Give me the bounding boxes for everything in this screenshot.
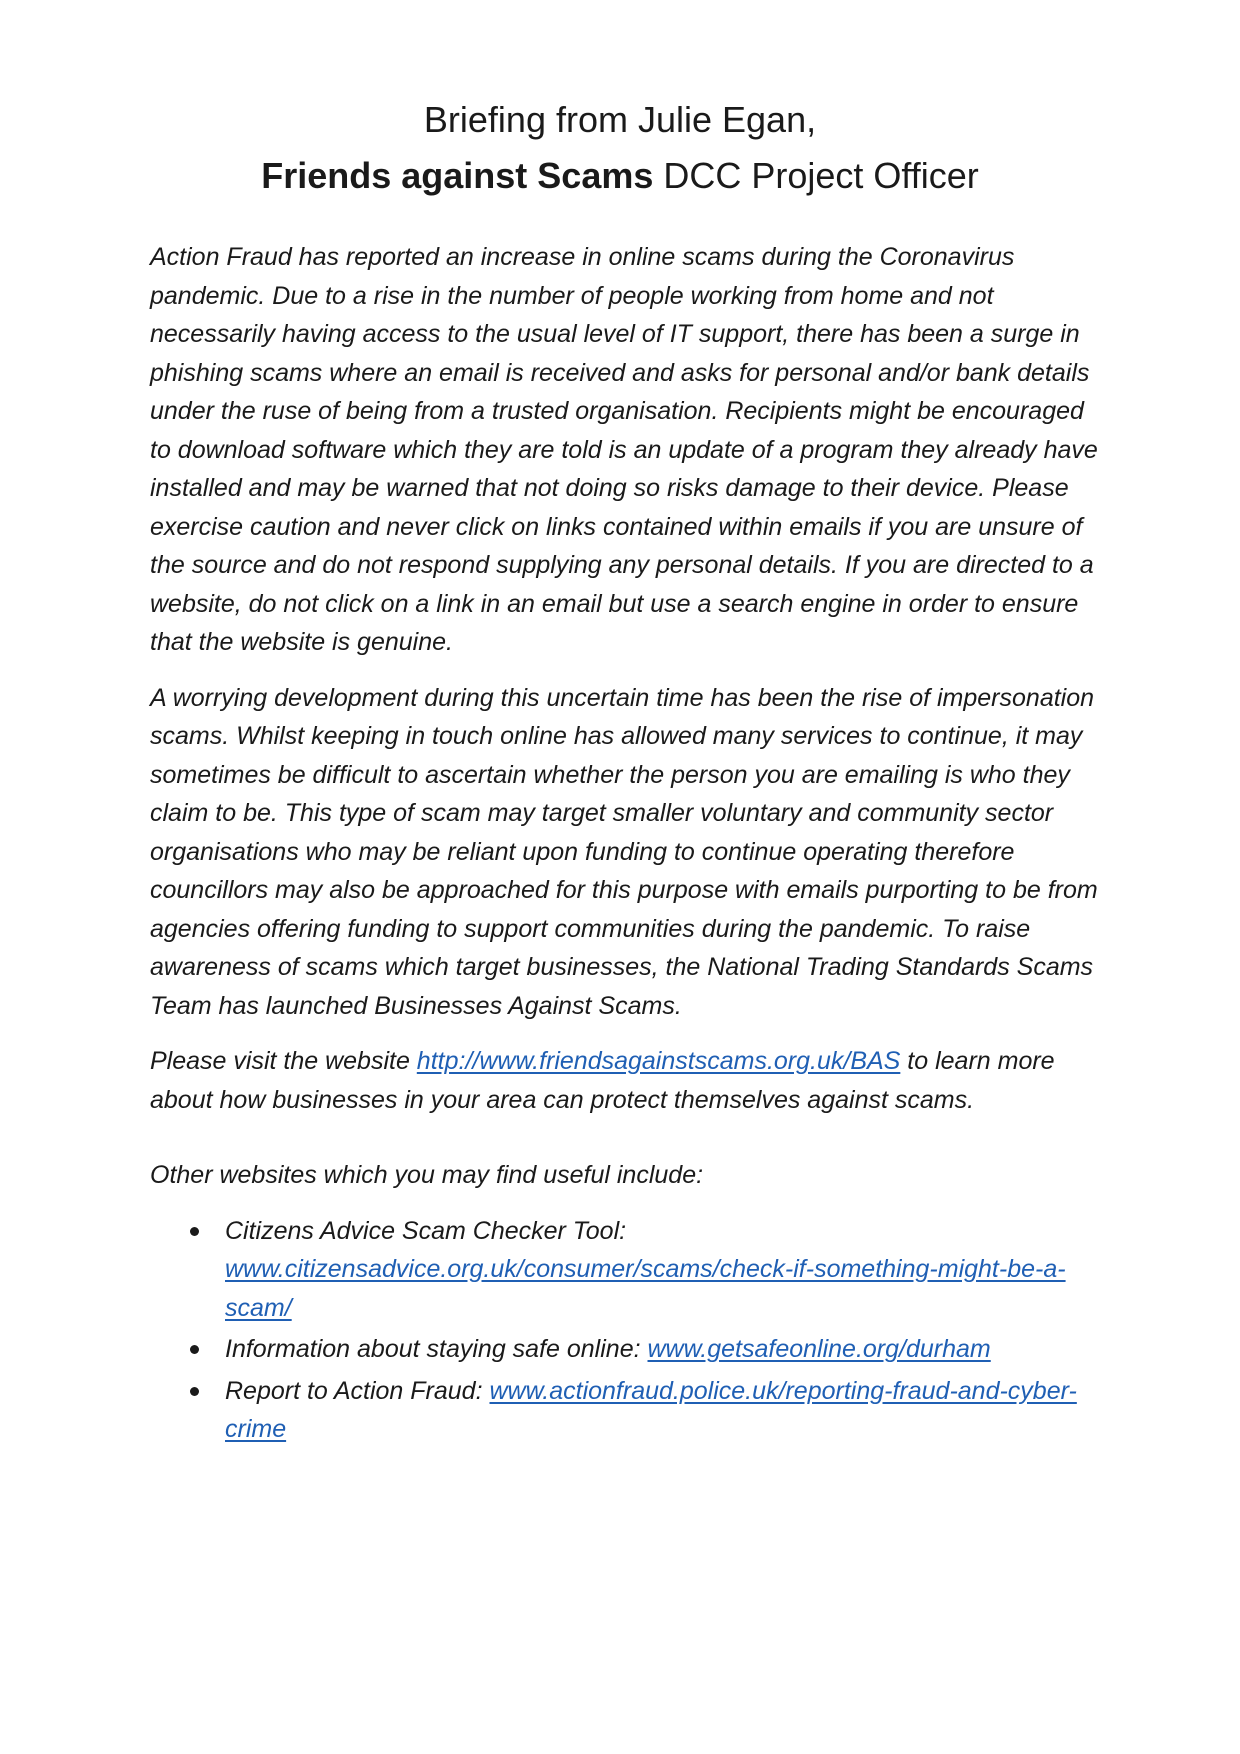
list-item [150,1330,1100,1369]
bullet-icon [190,1345,199,1354]
citizens-advice-link[interactable]: www.citizensadvice.org.uk/consumer/scams/check-if-something-might-be-a-scam/ [225,1255,1066,1322]
list-item [150,1372,1100,1449]
bullet-icon [190,1387,199,1396]
title-role: DCC Project Officer [653,155,979,196]
paragraph-other-websites: Other websites which you may find useful include: [150,1161,704,1189]
title-line-1: Briefing from Julie Egan, [423,99,817,140]
resource-label: Citizens Advice Scam Checker Tool: [225,1216,627,1245]
resource-label: Report to Action Fraud: [225,1376,490,1405]
paragraph-visit-website [150,1042,1100,1119]
bas-website-link[interactable]: http://www.friendsagainstscams.org.uk/BAS [416,1047,901,1075]
visit-text-after: to learn more about how businesses in your area can protect themselves against scams. [150,1047,1055,1114]
paragraph-phishing: Action Fraud has reported an increase in online scams during the Coronavirus pandemic. Due to a rise in the number of people working from home and not necessarily having access to the usual level of IT support, there has been a surge in phishing scams where an email is received and asks for personal and/or bank details under the ruse of being from a trusted organisation. Recipients might be encouraged to download software which they are told is an update of a program they already have installed and may be warned that not doing so risks damage to their device. Please exercise caution and never click on links contained within emails if you are unsure of the source and do not respond supplying any personal details. If you are directed to a website, do not click on a link in an email but use a search engine in order to ensure that the website is genuine. [150,243,1098,656]
resource-label: Information about staying safe online: [225,1335,648,1363]
get-safe-online-link[interactable]: www.getsafeonline.org/durham [647,1335,991,1363]
document-body [150,238,1100,1452]
list-item [150,1212,1100,1328]
bullet-icon [190,1227,199,1236]
title-line-2 [150,148,1090,204]
resource-list [150,1212,1100,1449]
document-title [150,92,1090,204]
title-org-name: Friends against Scams [261,155,654,196]
visit-text-before: Please visit the website [150,1047,417,1075]
action-fraud-link[interactable]: www.actionfraud.police.uk/reporting-fraud-and-cyber-crime [225,1376,1077,1443]
paragraph-impersonation: A worrying development during this uncertain time has been the rise of impersonation scams. Whilst keeping in touch online has allowed many services to continue, it may sometimes be difficult to ascertain whether the person you are emailing is who they claim to be. This type of scam may target smaller voluntary and community sector organisations who may be reliant upon funding to continue operating therefore councillors may also be approached for this purpose with emails purporting to be from agencies offering funding to support communities during the pandemic. To raise awareness of scams which target businesses, the National Trading Standards Scams Team has launched Businesses Against Scams. [150,683,1098,1020]
